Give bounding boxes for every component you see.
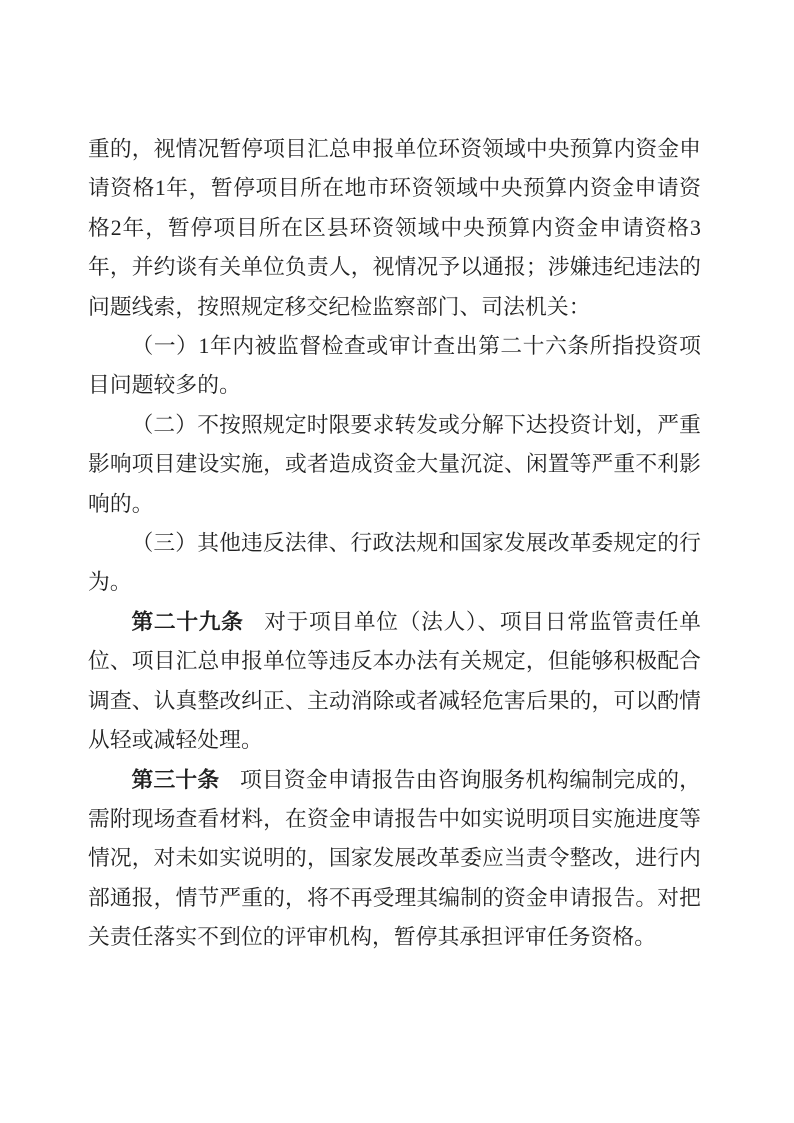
article-29-number: 第二十九条 <box>131 609 244 634</box>
article-29-paragraph <box>88 603 701 761</box>
list-item-1: （一）1年内被监督检查或审计查出第二十六条所指投资项目问题较多的。 <box>88 334 701 398</box>
list-item-2: （二）不按照规定时限要求转发或分解下达投资计划，严重影响项目建设实施，或者造成资金大量沉淀、闲置等严重不利影响的。 <box>88 412 701 516</box>
article-29-text: 对于项目单位（法人）、项目日常监管责任单位、项目汇总申报单位等违反本办法有关规定，但能够积极配合调查、认真整改纠正、主动消除或者减轻危害后果的，可以酌情从轻或减轻处理。 <box>88 609 702 753</box>
list-item-3: （三）其他违反法律、行政法规和国家发展改革委规定的行为。 <box>88 531 701 595</box>
article-30-paragraph <box>88 761 701 958</box>
article-30-text: 项目资金申请报告由咨询服务机构编制完成的，需附现场查看材料，在资金申请报告中如实说明项目实施进度等情况，对未如实说明的，国家发展改革委应当责令整改，进行内部通报，情节严重的，将不再受理其编制的资金申请报告。对把关责任落实不到位的评审机构，暂停其承担评审任务资格。 <box>88 767 701 950</box>
article-30-number: 第三十条 <box>131 767 220 792</box>
paragraph-continuation: 重的，视情况暂停项目汇总申报单位环资领域中央预算内资金申请资格1年，暂停项目所在地市环资领域中央预算内资金申请资格2年，暂停项目所在区县环资领域中央预算内资金申请资格3年，并约谈有关单位负责人，视情况予以通报；涉嫌违纪违法的问题线索，按照规定移交纪检监察部门、司法机关： <box>88 137 701 319</box>
document-text-block <box>88 130 701 958</box>
